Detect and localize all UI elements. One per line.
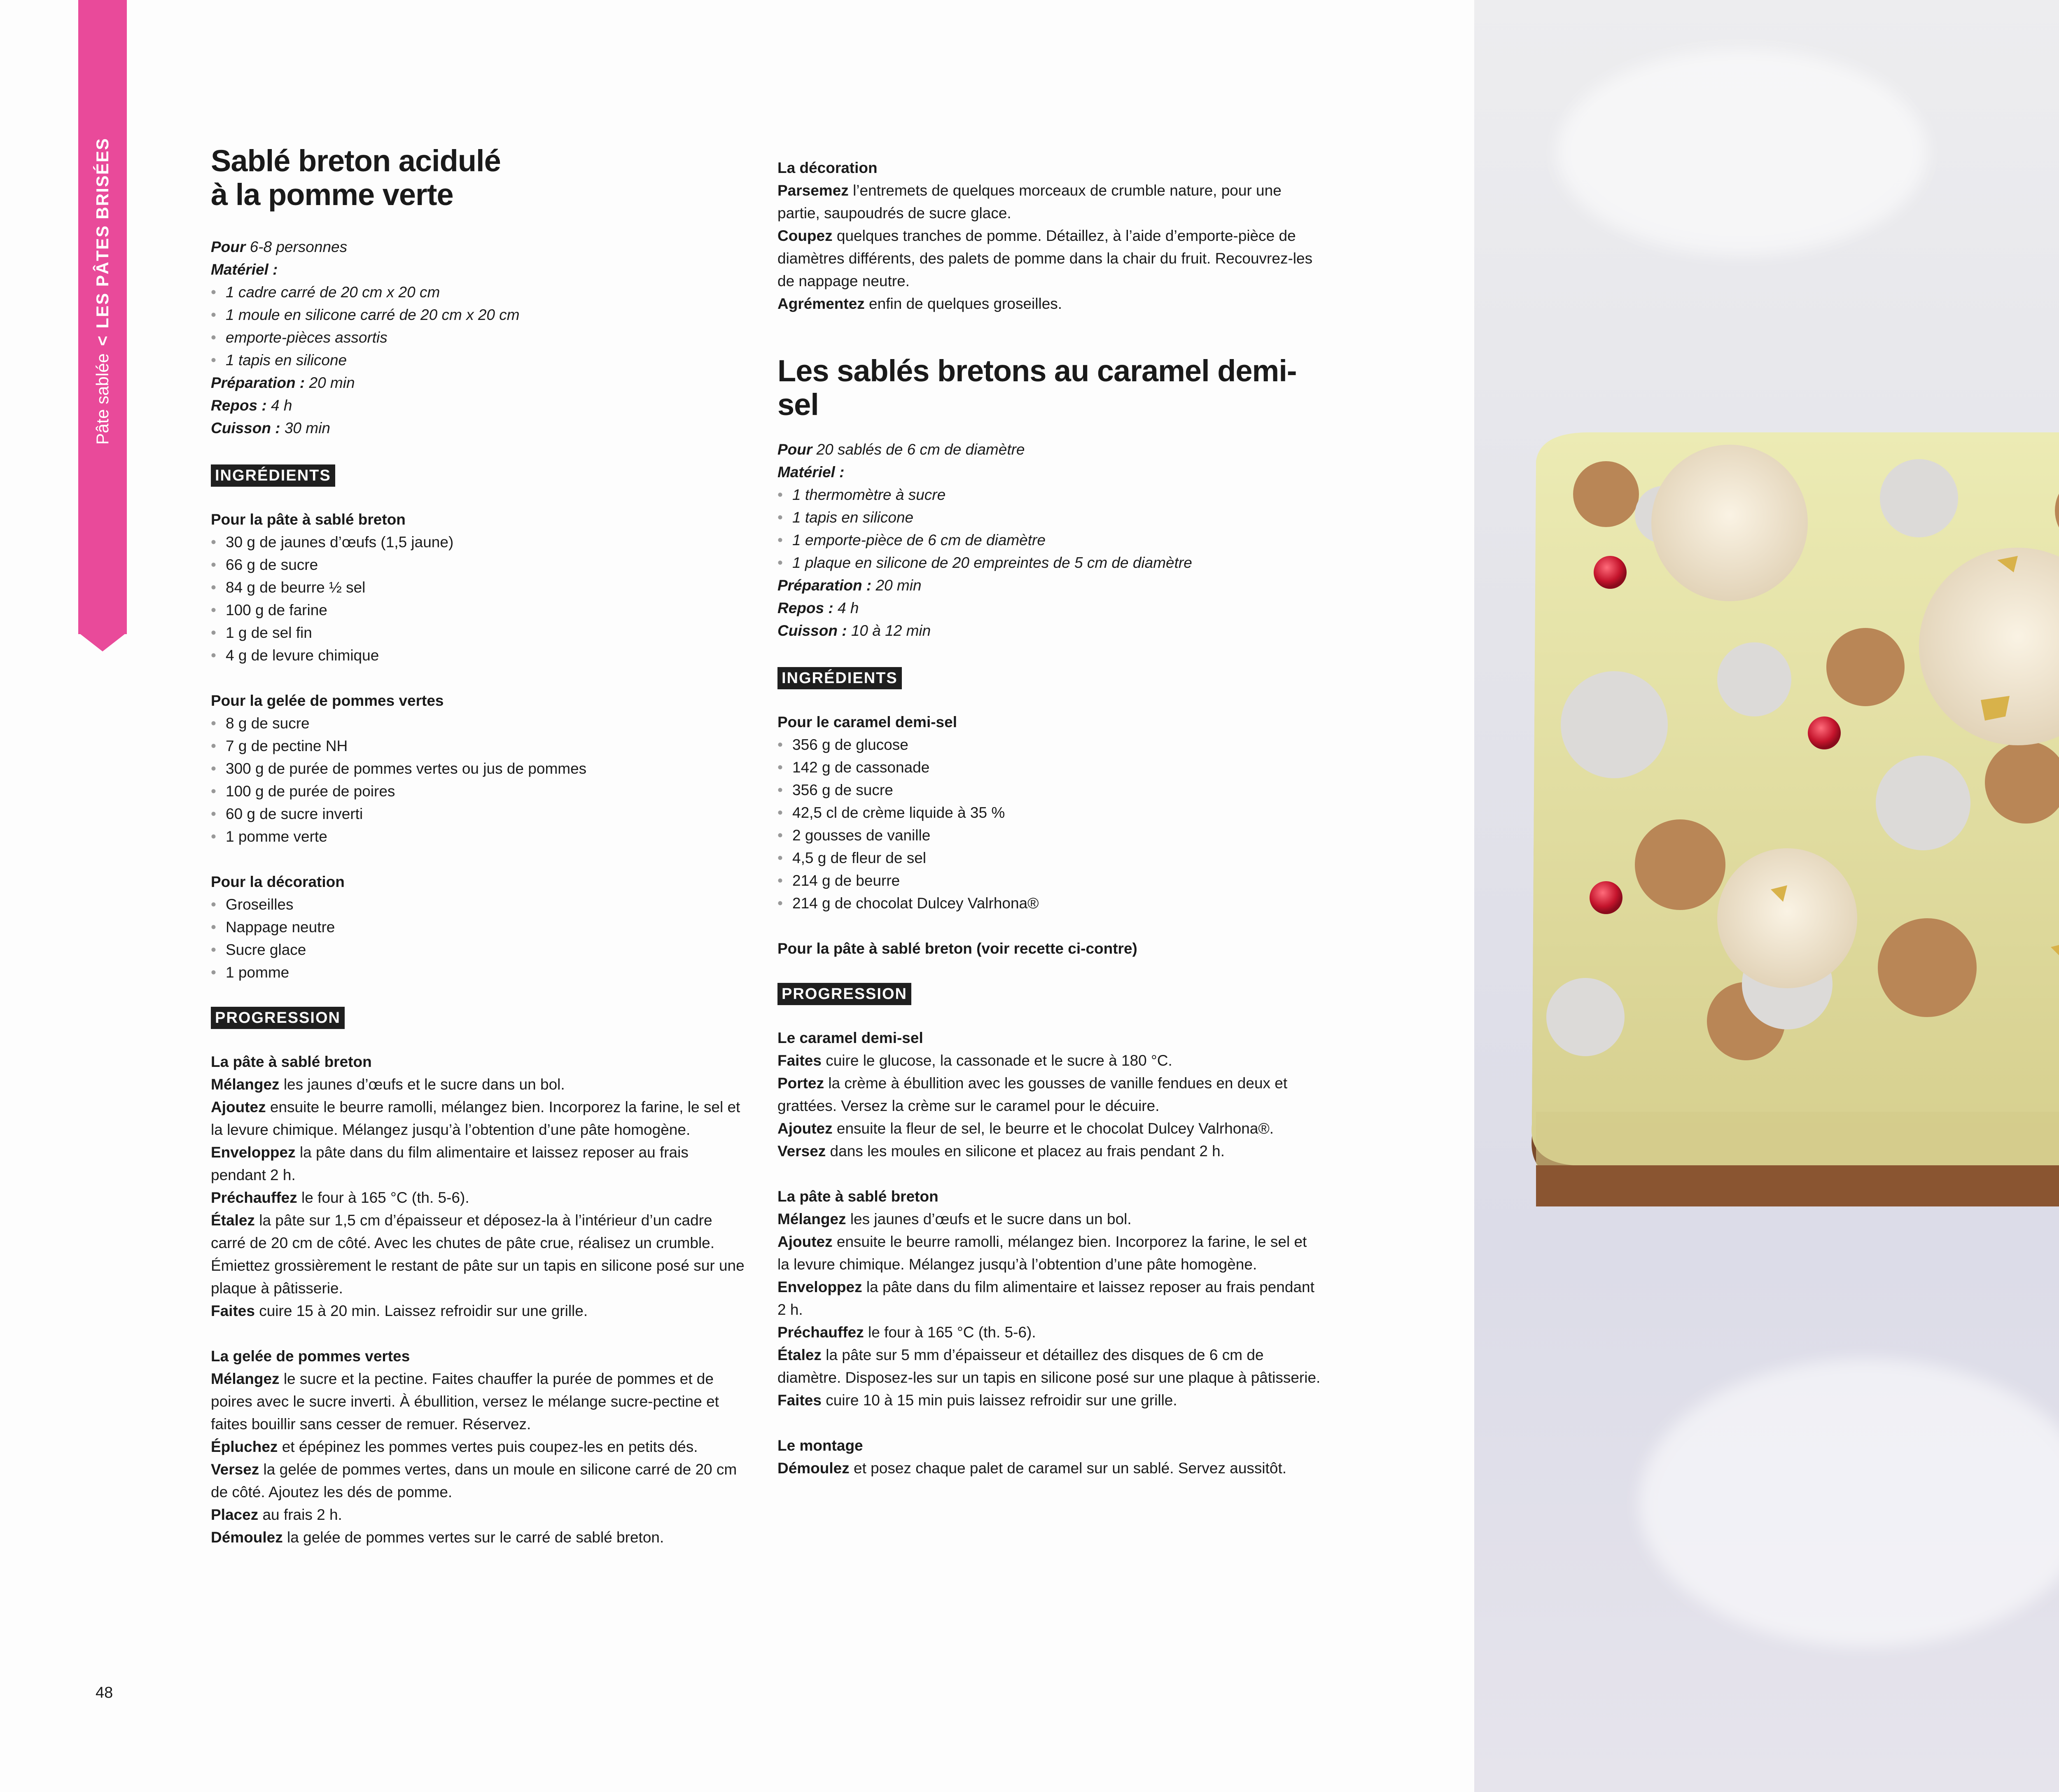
instruction-line: Mélangez les jaunes d’œufs et le sucre dans un bol. bbox=[777, 1211, 1132, 1227]
ingredient-item: • 356 g de sucre bbox=[777, 779, 1321, 801]
ingredient-item: • 60 g de sucre inverti bbox=[211, 803, 746, 825]
materiel-item: • 1 tapis en silicone bbox=[777, 506, 1321, 529]
materiel-item: • 1 emporte-pièce de 6 cm de diamètre bbox=[777, 529, 1321, 551]
materiel-item: • 1 thermomètre à sucre bbox=[777, 483, 1321, 506]
materiel-item: • 1 moule en silicone carré de 20 cm x 20 cm bbox=[211, 303, 746, 326]
ingredient-item: • 356 g de glucose bbox=[777, 733, 1321, 756]
step-block bbox=[777, 1027, 1321, 1162]
recipe2-column bbox=[777, 156, 1321, 1502]
recipe2-group-title: Pour le caramel demi-sel bbox=[777, 714, 957, 730]
instruction-line: Démoulez la gelée de pommes vertes sur le carré de sablé breton. bbox=[211, 1529, 664, 1546]
recipe2-ingredient-list bbox=[777, 733, 1321, 915]
instruction-line: Enveloppez la pâte dans du film alimentaire et laissez reposer au frais pendant 2 h. bbox=[777, 1279, 1314, 1318]
ingredient-group bbox=[211, 870, 746, 984]
step-block bbox=[777, 1185, 1321, 1412]
square-tart bbox=[1531, 432, 2059, 1206]
ingredient-group-title: Pour la gelée de pommes vertes bbox=[211, 692, 444, 709]
ingredients-badge-2: INGRÉDIENTS bbox=[777, 667, 902, 689]
ingredient-group-title: Pour la pâte à sablé breton bbox=[211, 511, 406, 528]
materiel-item: • 1 tapis en silicone bbox=[211, 349, 746, 371]
ingredient-group bbox=[211, 689, 746, 848]
instruction-line: Épluchez et épépinez les pommes vertes puis coupez-les en petits dés. bbox=[211, 1438, 698, 1455]
instruction-line: Placez au frais 2 h. bbox=[211, 1506, 342, 1523]
step-block bbox=[211, 1050, 746, 1322]
decoration-block: La décoration Parsemez l’entremets de quelques morceaux de crumble nature, pour une partie, saupoudrés de sucre glace. Coupez quelques tranches de pomme. Détaillez, à l’aide d’emporte-pièce de diamètres différents, des palets de pomme dans la chair du fruit. Recouvrez-les de nappage neutre. Agrémentez enfin de quelques groseilles. bbox=[777, 156, 1321, 315]
step-title: La pâte à sablé breton bbox=[211, 1053, 372, 1070]
recipe2-pate-note: Pour la pâte à sablé breton (voir recette ci-contre) bbox=[777, 940, 1137, 957]
step-block bbox=[777, 1434, 1321, 1479]
section-tab-arrow bbox=[78, 632, 127, 651]
ingredient-item: • 142 g de cassonade bbox=[777, 756, 1321, 779]
pastry-photo bbox=[1474, 0, 2059, 1792]
ingredient-item: • 66 g de sucre bbox=[211, 553, 746, 576]
materiel-item: • emporte-pièces assortis bbox=[211, 326, 746, 349]
instruction-line: Étalez la pâte sur 1,5 cm d’épaisseur et déposez-la à l’intérieur d’un cadre carré de 20 cm de côté. Avec les chutes de pâte crue, réalisez un crumble. Émiettez grossièrement le restant de pâte sur un tapis en silicone posé sur une plaque à pâtisserie. bbox=[211, 1212, 745, 1297]
instruction-line: Coupez quelques tranches de pomme. Détaillez, à l’aide d’emporte-pièce de diamètres différents, des palets de pomme dans la chair du fruit. Recouvrez-les de nappage neutre. bbox=[777, 227, 1313, 289]
instruction-line: Portez la crème à ébullition avec les gousses de vanille fendues en deux et grattées. Versez la crème sur le caramel pour le décuire. bbox=[777, 1075, 1288, 1114]
instruction-line: Enveloppez la pâte dans du film alimentaire et laissez reposer au frais pendant 2 h. bbox=[211, 1144, 689, 1183]
recipe2-meta: Pour 20 sablés de 6 cm de diamètre Matériel : • 1 thermomètre à sucre • 1 tapis en silicone • 1 emporte-pièce de 6 cm de diamètre • 1 plaque en silicone de 20 empreintes de 5 cm de diamètre Préparation : 20 min Repos : 4 h Cuisson : 10 à 12 min bbox=[777, 438, 1321, 642]
recipe2-steps bbox=[777, 1027, 1321, 1479]
ingredient-item: • 30 g de jaunes d’œufs (1,5 jaune) bbox=[211, 531, 746, 553]
recipe1-ingredient-groups bbox=[211, 508, 746, 984]
instruction-line: Faites cuire 15 à 20 min. Laissez refroidir sur une grille. bbox=[211, 1302, 588, 1319]
instruction-line: Préchauffez le four à 165 °C (th. 5-6). bbox=[211, 1189, 469, 1206]
ingredient-item: • Groseilles bbox=[211, 893, 746, 916]
materiel-item: • 1 plaque en silicone de 20 empreintes de 5 cm de diamètre bbox=[777, 551, 1321, 574]
ingredient-item: • 1 g de sel fin bbox=[211, 621, 746, 644]
recipe1-steps bbox=[211, 1050, 746, 1549]
step-title: La gelée de pommes vertes bbox=[211, 1348, 410, 1365]
page-number: 48 bbox=[96, 1684, 113, 1701]
recipe1-column bbox=[211, 144, 746, 1571]
instruction-line: Versez la gelée de pommes vertes, dans un moule en silicone carré de 20 cm de côté. Ajoutez les dés de pomme. bbox=[211, 1461, 737, 1500]
ingredient-item: • 84 g de beurre ½ sel bbox=[211, 576, 746, 599]
ingredient-item: • 2 gousses de vanille bbox=[777, 824, 1321, 847]
tab-section: LES PÂTES BRISÉES bbox=[93, 138, 112, 329]
step-title: La pâte à sablé breton bbox=[777, 1188, 938, 1205]
pastry-illustration bbox=[1474, 0, 2059, 1792]
ingredient-item: • Sucre glace bbox=[211, 938, 746, 961]
step-title: Le montage bbox=[777, 1437, 863, 1454]
ingredient-item: • 1 pomme verte bbox=[211, 825, 746, 848]
instruction-line: Ajoutez ensuite le beurre ramolli, mélangez bien. Incorporez la farine, le sel et la levure chimique. Mélangez jusqu’à l’obtention d’une pâte homogène. bbox=[777, 1233, 1307, 1273]
ingredient-item: • 8 g de sucre bbox=[211, 712, 746, 735]
ingredients-badge: INGRÉDIENTS bbox=[211, 464, 335, 487]
recipe1-meta: Pour 6-8 personnes Matériel : • 1 cadre carré de 20 cm x 20 cm • 1 moule en silicone carré de 20 cm x 20 cm • emporte-pièces assortis • 1 tapis en silicone Préparation : 20 min Repos : 4 h Cuisson : 30 min bbox=[211, 236, 746, 439]
step-title: Le caramel demi-sel bbox=[777, 1029, 923, 1046]
ingredient-item: • 7 g de pectine NH bbox=[211, 735, 746, 757]
ingredient-item: • Nappage neutre bbox=[211, 916, 746, 938]
materiel-item: • 1 cadre carré de 20 cm x 20 cm bbox=[211, 281, 746, 303]
ingredient-group bbox=[211, 508, 746, 667]
tab-crumb: Pâte sablée bbox=[93, 353, 112, 445]
ingredient-item: • 214 g de beurre bbox=[777, 869, 1321, 892]
instruction-line: Agrémentez enfin de quelques groseilles. bbox=[777, 295, 1062, 312]
recipe1-materiel-list bbox=[211, 281, 746, 371]
instruction-line: Parsemez l’entremets de quelques morceaux de crumble nature, pour une partie, saupoudrés de sucre glace. bbox=[777, 182, 1282, 222]
instruction-line: Ajoutez ensuite le beurre ramolli, mélangez bien. Incorporez la farine, le sel et la levure chimique. Mélangez jusqu’à l’obtention d’une pâte homogène. bbox=[211, 1099, 740, 1138]
ingredient-item: • 4 g de levure chimique bbox=[211, 644, 746, 667]
instruction-line: Faites cuire 10 à 15 min puis laissez refroidir sur une grille. bbox=[777, 1392, 1177, 1409]
ingredient-item: • 300 g de purée de pommes vertes ou jus de pommes bbox=[211, 757, 746, 780]
tab-separator: < bbox=[93, 336, 112, 346]
ingredient-item: • 4,5 g de fleur de sel bbox=[777, 847, 1321, 869]
instruction-line: Faites cuire le glucose, la cassonade et le sucre à 180 °C. bbox=[777, 1052, 1172, 1069]
ingredient-item: • 42,5 cl de crème liquide à 35 % bbox=[777, 801, 1321, 824]
step-block bbox=[211, 1345, 746, 1549]
ingredient-item: • 1 pomme bbox=[211, 961, 746, 984]
ingredient-item: • 214 g de chocolat Dulcey Valrhona® bbox=[777, 892, 1321, 915]
instruction-line: Versez dans les moules en silicone et placez au frais pendant 2 h. bbox=[777, 1143, 1225, 1160]
ingredient-item: • 100 g de farine bbox=[211, 599, 746, 621]
progression-badge: PROGRESSION bbox=[211, 1007, 345, 1029]
recipe2-materiel-list bbox=[777, 483, 1321, 574]
ingredient-item: • 100 g de purée de poires bbox=[211, 780, 746, 803]
progression-badge-2: PROGRESSION bbox=[777, 983, 911, 1005]
recipe2-title: Les sablés bretons au caramel demi-sel bbox=[777, 354, 1297, 422]
instruction-line: Démoulez et posez chaque palet de caramel sur un sablé. Servez aussitôt. bbox=[777, 1460, 1287, 1477]
ingredient-group-title: Pour la décoration bbox=[211, 873, 345, 890]
instruction-line: Étalez la pâte sur 5 mm d’épaisseur et détaillez des disques de 6 cm de diamètre. Disposez-les sur un tapis en silicone posé sur une plaque à pâtisserie. bbox=[777, 1346, 1321, 1386]
recipe1-title: Sablé breton acidulé à la pomme verte bbox=[211, 144, 501, 212]
instruction-line: Préchauffez le four à 165 °C (th. 5-6). bbox=[777, 1324, 1036, 1341]
instruction-line: Mélangez le sucre et la pectine. Faites chauffer la purée de pommes et de poires avec le sucre inverti. À ébullition, versez le mélange sucre-pectine et faites bouillir sans cesser de remuer. Réservez. bbox=[211, 1370, 719, 1433]
instruction-line: Ajoutez ensuite la fleur de sel, le beurre et le chocolat Dulcey Valrhona®. bbox=[777, 1120, 1274, 1137]
instruction-line: Mélangez les jaunes d’œufs et le sucre dans un bol. bbox=[211, 1076, 565, 1093]
